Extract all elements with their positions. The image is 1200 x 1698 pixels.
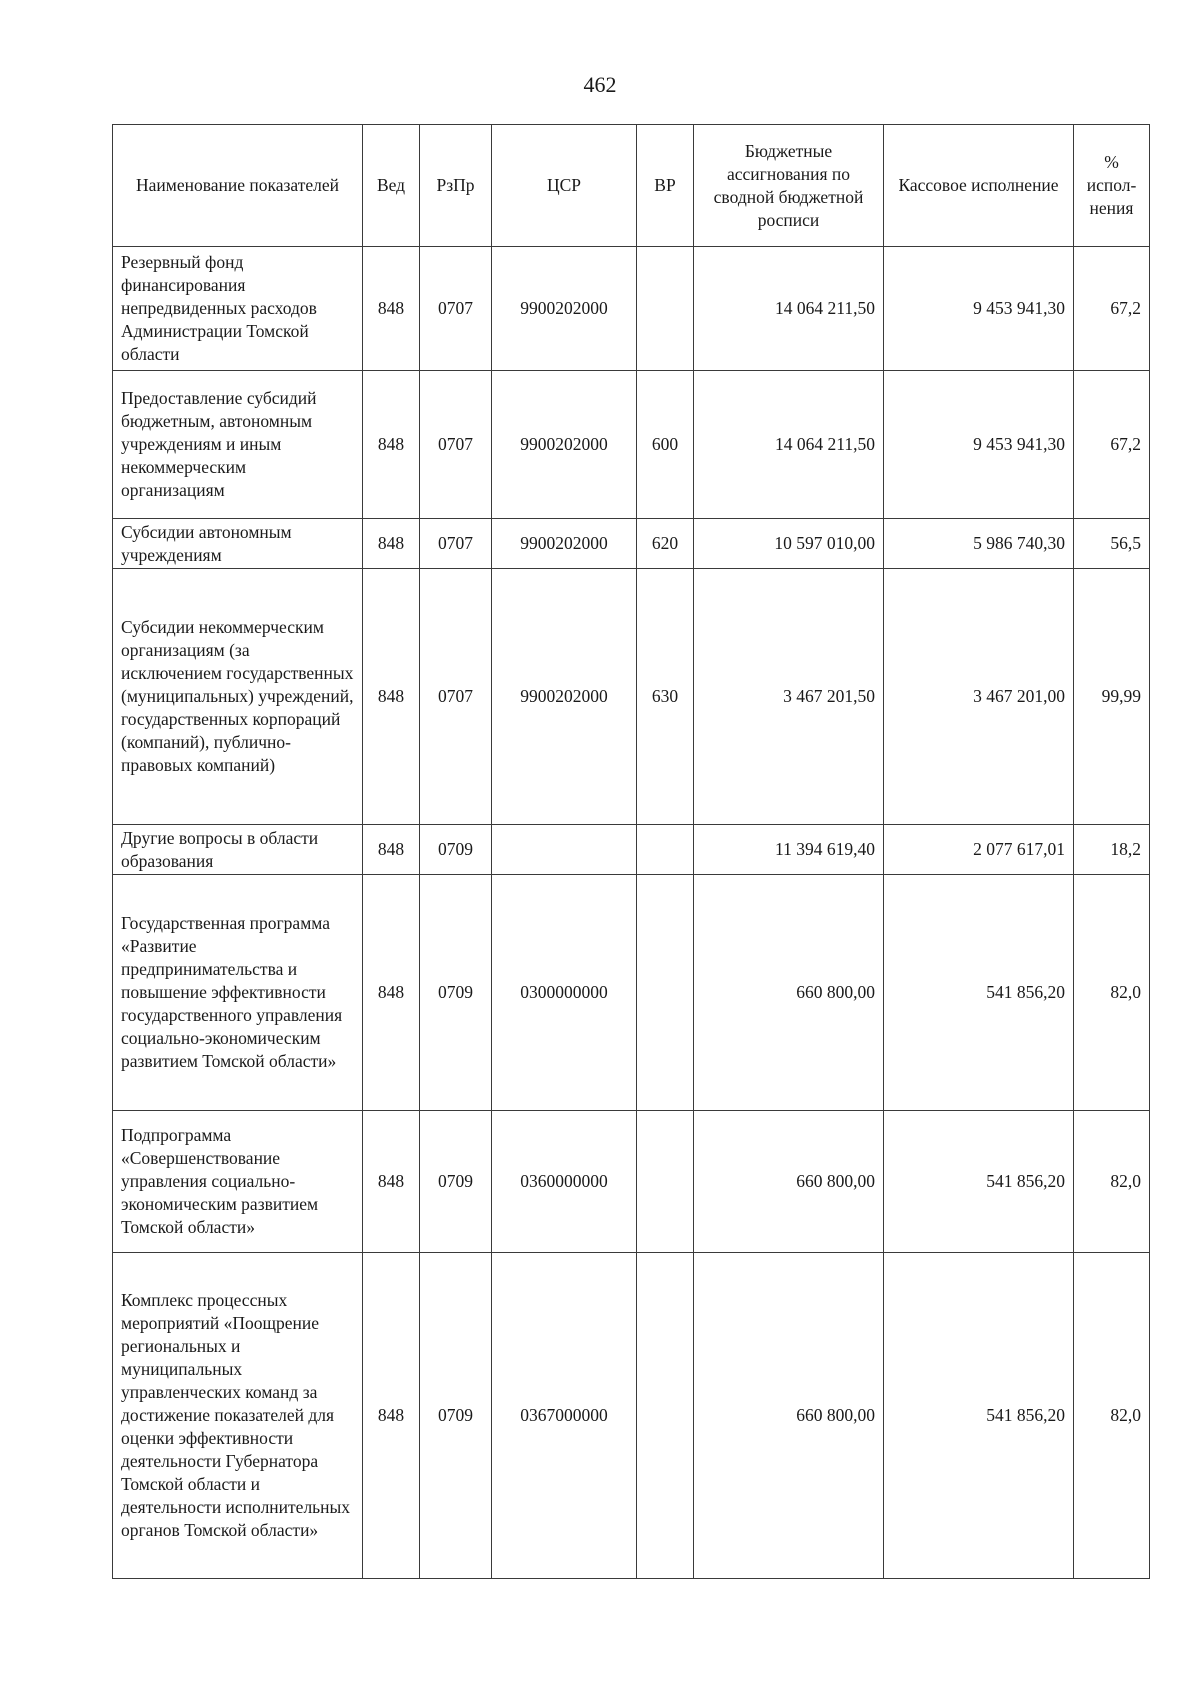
table-row <box>113 875 1150 1111</box>
header-csr: ЦСР <box>492 125 637 247</box>
budget-execution-table <box>112 124 1150 1579</box>
row-ved: 848 <box>363 371 420 519</box>
row-csr: 9900202000 <box>492 569 637 825</box>
row-budget: 660 800,00 <box>694 875 884 1111</box>
row-ved: 848 <box>363 1111 420 1253</box>
row-percent: 67,2 <box>1074 247 1150 371</box>
row-vr <box>637 247 694 371</box>
row-ved: 848 <box>363 569 420 825</box>
row-name: Предоставление субсидий бюджетным, автономным учреждениям и иным некоммерческим организациям <box>113 371 363 519</box>
row-cash: 2 077 617,01 <box>884 825 1074 875</box>
header-budget: Бюджетные ассигнования по сводной бюджетной росписи <box>694 125 884 247</box>
row-budget: 660 800,00 <box>694 1253 884 1579</box>
row-rzpr: 0709 <box>420 1253 492 1579</box>
row-name: Субсидии автономным учреждениям <box>113 519 363 569</box>
row-vr: 620 <box>637 519 694 569</box>
table-row <box>113 1111 1150 1253</box>
row-ved: 848 <box>363 875 420 1111</box>
row-cash: 3 467 201,00 <box>884 569 1074 825</box>
row-csr: 0367000000 <box>492 1253 637 1579</box>
row-budget: 660 800,00 <box>694 1111 884 1253</box>
row-csr: 0300000000 <box>492 875 637 1111</box>
row-percent: 56,5 <box>1074 519 1150 569</box>
row-ved: 848 <box>363 825 420 875</box>
row-csr: 9900202000 <box>492 519 637 569</box>
row-cash: 541 856,20 <box>884 1253 1074 1579</box>
table-row <box>113 371 1150 519</box>
row-budget: 11 394 619,40 <box>694 825 884 875</box>
table-row <box>113 569 1150 825</box>
row-name: Субсидии некоммерческим организациям (за исключением государственных (муниципальных) учреждений, государственных корпораций (компаний), публично-правовых компаний) <box>113 569 363 825</box>
row-cash: 541 856,20 <box>884 1111 1074 1253</box>
table-row <box>113 247 1150 371</box>
header-name: Наименование показателей <box>113 125 363 247</box>
row-ved: 848 <box>363 1253 420 1579</box>
table-row <box>113 825 1150 875</box>
row-rzpr: 0709 <box>420 1111 492 1253</box>
row-percent: 82,0 <box>1074 1253 1150 1579</box>
row-vr: 630 <box>637 569 694 825</box>
row-percent: 82,0 <box>1074 1111 1150 1253</box>
row-rzpr: 0707 <box>420 519 492 569</box>
row-name: Другие вопросы в области образования <box>113 825 363 875</box>
row-rzpr: 0709 <box>420 825 492 875</box>
row-vr: 600 <box>637 371 694 519</box>
header-vr: ВР <box>637 125 694 247</box>
row-name: Резервный фонд финансирования непредвиденных расходов Администрации Томской области <box>113 247 363 371</box>
table-row <box>113 519 1150 569</box>
row-budget: 14 064 211,50 <box>694 247 884 371</box>
header-cash: Кассовое исполнение <box>884 125 1074 247</box>
row-percent: 18,2 <box>1074 825 1150 875</box>
row-cash: 541 856,20 <box>884 875 1074 1111</box>
row-cash: 5 986 740,30 <box>884 519 1074 569</box>
row-rzpr: 0709 <box>420 875 492 1111</box>
row-vr <box>637 1111 694 1253</box>
row-budget: 10 597 010,00 <box>694 519 884 569</box>
page-number: 462 <box>583 72 617 97</box>
row-vr <box>637 1253 694 1579</box>
table-row <box>113 1253 1150 1579</box>
header-rzpr: РзПр <box>420 125 492 247</box>
row-cash: 9 453 941,30 <box>884 247 1074 371</box>
row-rzpr: 0707 <box>420 371 492 519</box>
row-rzpr: 0707 <box>420 247 492 371</box>
row-name: Государственная программа «Развитие предпринимательства и повышение эффективности государственного управления социально-экономическим развитием Томской области» <box>113 875 363 1111</box>
row-name: Комплекс процессных мероприятий «Поощрение региональных и муниципальных управленческих команд за достижение показателей для оценки эффективности деятельности Губернатора Томской области и деятельности исполнительных органов Томской области» <box>113 1253 363 1579</box>
row-percent: 67,2 <box>1074 371 1150 519</box>
row-cash: 9 453 941,30 <box>884 371 1074 519</box>
row-ved: 848 <box>363 247 420 371</box>
header-ved: Вед <box>363 125 420 247</box>
row-vr <box>637 825 694 875</box>
row-csr: 9900202000 <box>492 371 637 519</box>
row-rzpr: 0707 <box>420 569 492 825</box>
row-name: Подпрограмма «Совершенствование управления социально-экономическим развитием Томской области» <box>113 1111 363 1253</box>
row-percent: 99,99 <box>1074 569 1150 825</box>
row-budget: 14 064 211,50 <box>694 371 884 519</box>
row-csr: 0360000000 <box>492 1111 637 1253</box>
row-percent: 82,0 <box>1074 875 1150 1111</box>
row-ved: 848 <box>363 519 420 569</box>
row-budget: 3 467 201,50 <box>694 569 884 825</box>
row-csr <box>492 825 637 875</box>
row-vr <box>637 875 694 1111</box>
row-csr: 9900202000 <box>492 247 637 371</box>
header-row <box>113 125 1150 247</box>
header-percent: % испол-нения <box>1074 125 1150 247</box>
